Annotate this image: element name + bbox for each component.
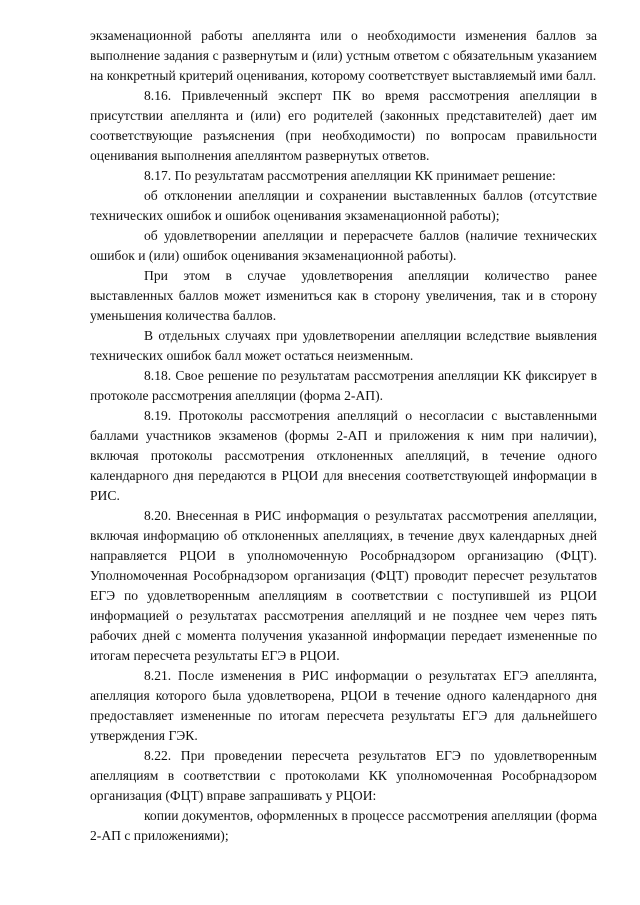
paragraph-8-16: 8.16. Привлеченный эксперт ПК во время рассмотрения апелляции в присутствии апеллянта и (или) его родителей (законных представителей) дает им соответствующие разъяснения (при необходимости) по вопросам правильности оценивания выполнения апеллянтом развернутых ответов.	[90, 88, 597, 163]
paragraph-continuation: экзаменационной работы апеллянта или о необходимости изменения баллов за выполнение задания с развернутым и (или) устным ответом с обязательным указанием на конкретный критерий оценивания, которому соответствует выставляемый ими балл.	[90, 28, 597, 83]
list-item-document-copies: копии документов, оформленных в процессе рассмотрения апелляции (форма 2-АП с приложениями);	[90, 808, 597, 843]
paragraph-score-change: При этом в случае удовлетворения апелляции количество ранее выставленных баллов может измениться как в сторону увеличения, так и в сторону уменьшения количества баллов.	[90, 268, 597, 323]
paragraph-8-20: 8.20. Внесенная в РИС информация о результатах рассмотрения апелляции, включая информацию об отклоненных апелляциях, в течение двух календарных дней направляется РЦОИ в уполномоченную Рособрнадзором организацию (ФЦТ). Уполномоченная Рособрнадзором организация (ФЦТ) проводит пересчет результатов ЕГЭ по удовлетворенным апелляциям в соответствии с поступившей из РЦОИ информацией о результатах рассмотрения апелляций и не позднее чем через пять рабочих дней с момента получения указанной информации передает измененные по итогам пересчета результаты ЕГЭ в РЦОИ.	[90, 508, 597, 663]
paragraph-score-unchanged: В отдельных случаях при удовлетворении апелляции вследствие выявления технических ошибок балл может остаться неизменным.	[90, 328, 597, 363]
paragraph-8-17: 8.17. По результатам рассмотрения апелляции КК принимает решение:	[144, 168, 556, 183]
paragraph-8-18: 8.18. Свое решение по результатам рассмотрения апелляции КК фиксирует в протоколе рассмотрения апелляции (форма 2-АП).	[90, 368, 597, 403]
document-page	[90, 26, 597, 846]
list-item-satisfaction: об удовлетворении апелляции и перерасчете баллов (наличие технических ошибок и (или) ошибок оценивания экзаменационной работы).	[90, 228, 597, 263]
paragraph-8-22: 8.22. При проведении пересчета результатов ЕГЭ по удовлетворенным апелляциям в соответствии с протоколами КК уполномоченная Рособрнадзором организация (ФЦТ) вправе запрашивать у РЦОИ:	[90, 748, 597, 803]
list-item-rejection: об отклонении апелляции и сохранении выставленных баллов (отсутствие технических ошибок и ошибок оценивания экзаменационной работы);	[90, 188, 597, 223]
paragraph-8-19: 8.19. Протоколы рассмотрения апелляций о несогласии с выставленными баллами участников экзаменов (формы 2-АП и приложения к ним при наличии), включая протоколы рассмотрения отклоненных апелляций, в течение одного календарного дня передаются в РЦОИ для внесения соответствующей информации в РИС.	[90, 408, 597, 503]
paragraph-8-21: 8.21. После изменения в РИС информации о результатах ЕГЭ апеллянта, апелляция которого была удовлетворена, РЦОИ в течение одного календарного дня предоставляет измененные по итогам пересчета результаты ЕГЭ для дальнейшего утверждения ГЭК.	[90, 668, 597, 743]
